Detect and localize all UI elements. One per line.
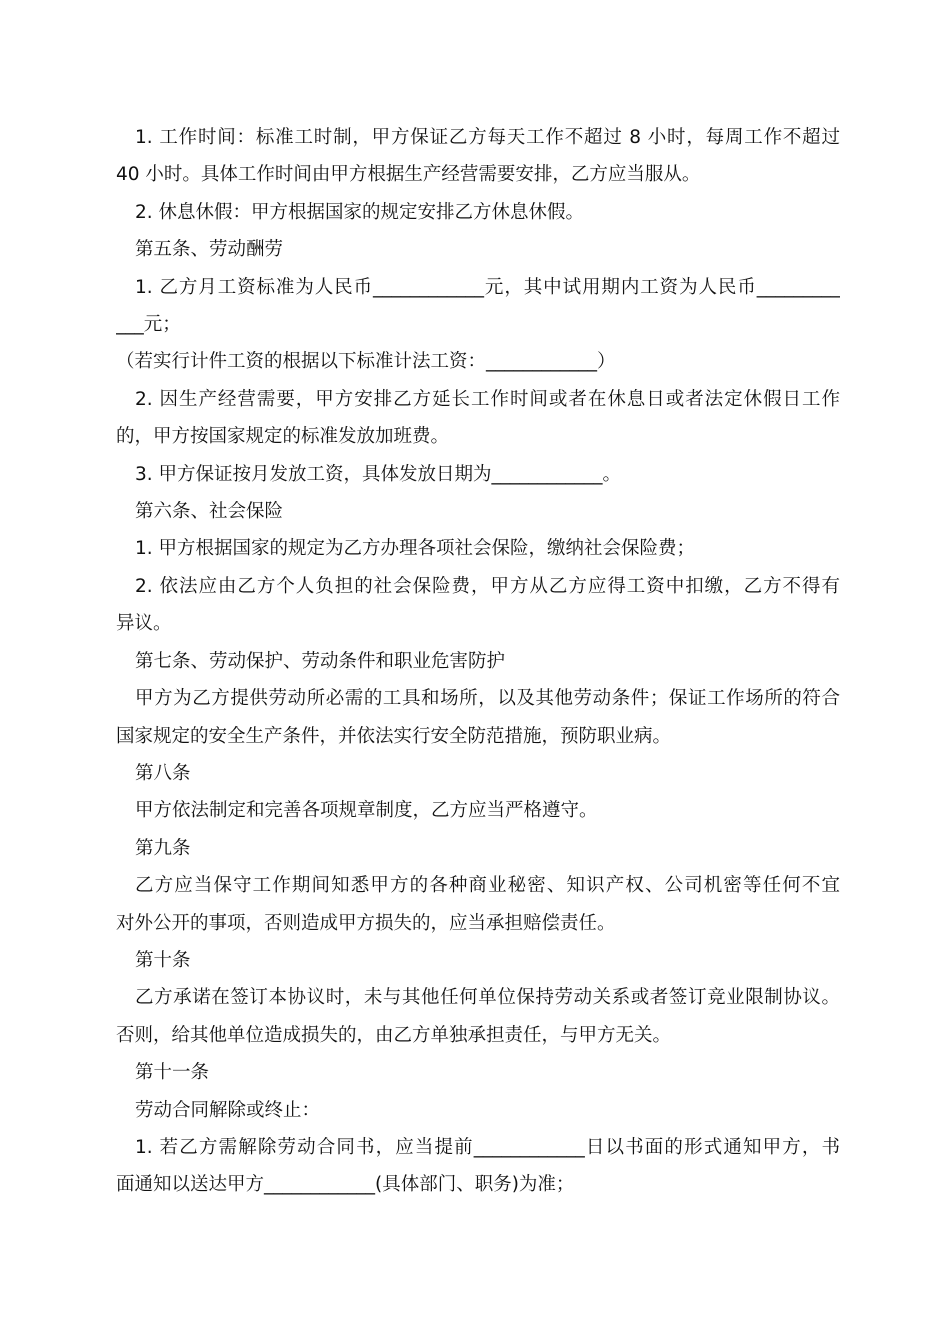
- clause-salary-line-2: ___元；: [116, 314, 181, 336]
- clause-rest-leave: 2. 休息休假：甲方根据国家的规定安排乙方休息休假。: [135, 201, 585, 223]
- article-9-heading: 第九条: [135, 837, 191, 859]
- article-6-heading: 第六条、社会保险: [135, 501, 284, 523]
- article-11-heading: 第十一条: [135, 1062, 210, 1084]
- clause-termination-line-2: 面通知以送达甲方____________(具体部门、职务)为准；: [116, 1174, 575, 1196]
- article-7-text-line-2: 国家规定的安全生产条件，并依法实行安全防范措施，预防职业病。: [116, 725, 672, 747]
- article-7-heading: 第七条、劳动保护、劳动条件和职业危害防护: [135, 650, 506, 672]
- clause-payday: 3. 甲方保证按月发放工资，具体发放日期为____________。: [135, 463, 622, 485]
- article-11-intro: 劳动合同解除或终止：: [135, 1099, 321, 1121]
- article-5-heading: 第五条、劳动酬劳: [135, 239, 284, 261]
- clause-work-hours-line-2: 40 小时。具体工作时间由甲方根据生产经营需要安排，乙方应当服从。: [116, 164, 701, 186]
- article-9-text-line-1: 乙方应当保守工作期间知悉甲方的各种商业秘密、知识产权、公司机密等任何不宜: [135, 875, 840, 897]
- article-9-text-line-2: 对外公开的事项，否则造成甲方损失的，应当承担赔偿责任。: [116, 912, 616, 934]
- article-10-text-line-1: 乙方承诺在签订本协议时，未与其他任何单位保持劳动关系或者签订竞业限制协议。: [135, 987, 840, 1009]
- article-10-heading: 第十条: [135, 949, 191, 971]
- clause-piece-rate: （若实行计件工资的根据以下标准计法工资：____________）: [116, 351, 616, 373]
- article-8-text: 甲方依法制定和完善各项规章制度，乙方应当严格遵守。: [135, 800, 598, 822]
- document-body: [116, 119, 840, 1204]
- article-7-text-line-1: 甲方为乙方提供劳动所必需的工具和场所，以及其他劳动条件；保证工作场所的符合: [135, 688, 840, 710]
- clause-overtime-line-2: 的，甲方按国家规定的标准发放加班费。: [116, 426, 450, 448]
- clause-insurance-2-line-1: 2. 依法应由乙方个人负担的社会保险费，甲方从乙方应得工资中扣缴，乙方不得有: [135, 575, 840, 597]
- clause-insurance-1: 1. 甲方根据国家的规定为乙方办理各项社会保险，缴纳社会保险费；: [135, 538, 696, 560]
- article-10-text-line-2: 否则，给其他单位造成损失的，由乙方单独承担责任，与甲方无关。: [116, 1024, 672, 1046]
- article-8-heading: 第八条: [135, 762, 191, 784]
- clause-insurance-2-line-2: 异议。: [116, 613, 172, 635]
- clause-work-hours-line-1: 1. 工作时间：标准工时制，甲方保证乙方每天工作不超过 8 小时，每周工作不超过: [135, 127, 840, 148]
- clause-salary-line-1: 1. 乙方月工资标准为人民币____________元，其中试用期内工资为人民币_________: [135, 276, 840, 298]
- clause-termination-line-1: 1. 若乙方需解除劳动合同书，应当提前____________日以书面的形式通知甲方，书: [135, 1136, 840, 1158]
- clause-overtime-line-1: 2. 因生产经营需要，甲方安排乙方延长工作时间或者在休息日或者法定休假日工作: [135, 388, 840, 410]
